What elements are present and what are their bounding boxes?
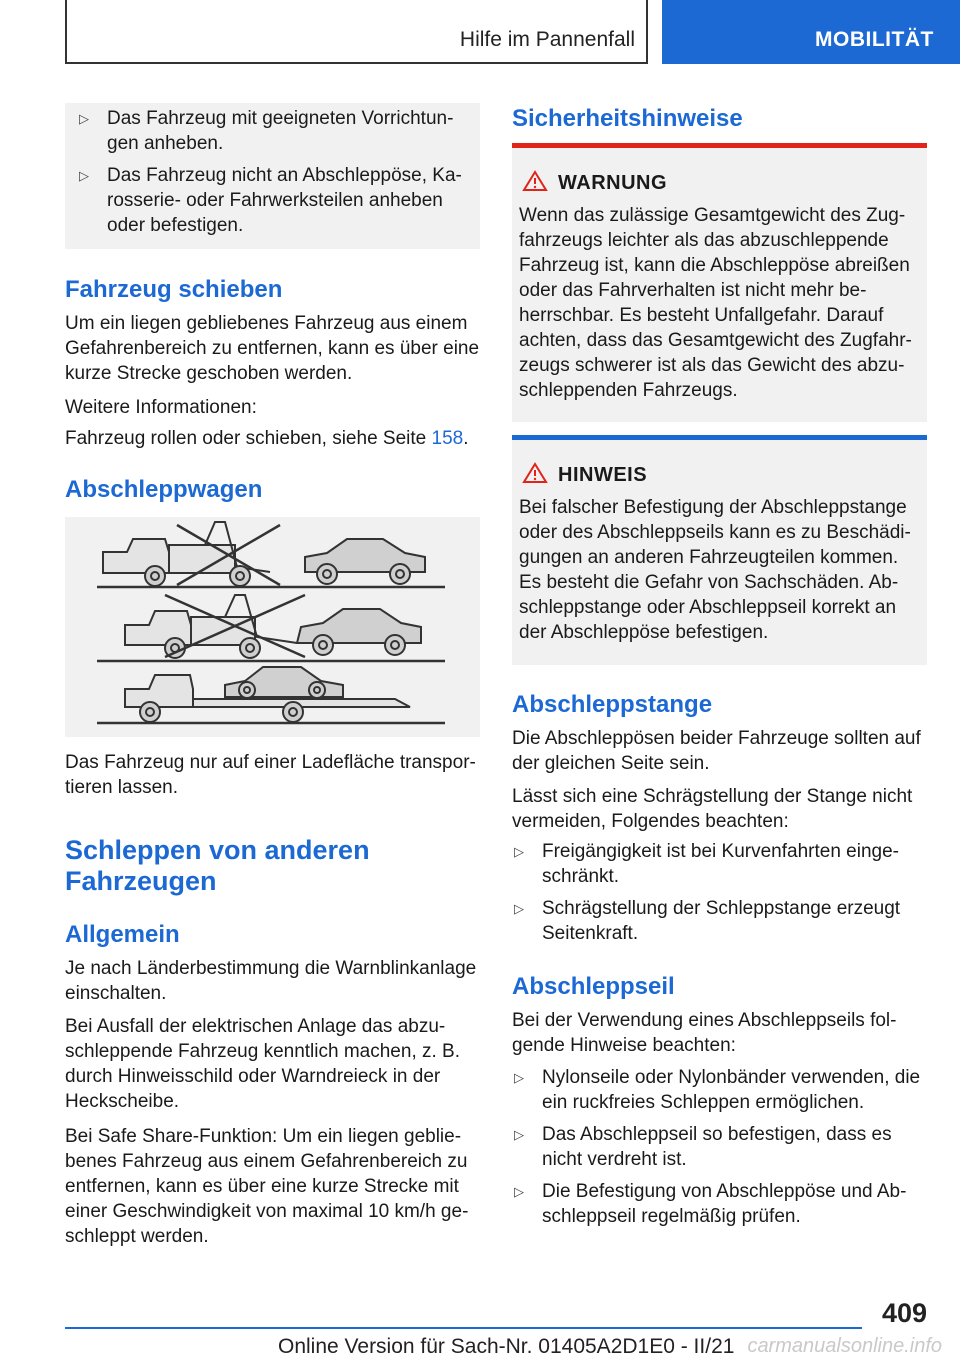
page-number: 409 (881, 1298, 927, 1328)
list-item: ▷ Das Abschleppseil so befestigen, dass es nicht verdreht ist. (514, 1124, 892, 1170)
paragraph-general-2: Bei Ausfall der elektrischen Anlage das abzu- schleppende Fahrzeug kenntlich machen, z. B. durch Hinweisschild oder Warndreieck in der Heckscheibe. (65, 1016, 461, 1112)
paragraph-push: Um ein liegen gebliebenes Fahrzeug aus einem Gefahrenbereich zu entfernen, kann es über eine kurze Strecke geschoben werden. (65, 313, 480, 384)
list-item: ▷ Das Fahrzeug nicht an Abschleppöse, Ka- rosserie- oder Fahrwerksteilen anheben oder befestigen. (79, 165, 462, 236)
notice-text: Bei falscher Befestigung der Abschleppstange oder des Abschleppseils kann es zu Beschädi- gungen an anderen Fahrzeugteilen kommen. Es besteht die Gefahr von Sachschäden. Ab- schleppstange oder Abschleppseil korrekt an der Abschleppöse befestigen. (519, 497, 911, 643)
bullet-triangle-icon: ▷ (514, 1184, 524, 1199)
list-item: ▷ Die Befestigung von Abschleppöse und Ab- schleppseil regelmäßig prüfen. (514, 1181, 907, 1227)
bullet-triangle-icon: ▷ (79, 168, 89, 183)
bullet-triangle-icon: ▷ (514, 844, 524, 859)
tow-truck-caption: Das Fahrzeug nur auf einer Ladefläche transpor- tieren lassen. (65, 752, 476, 798)
bullet-triangle-icon: ▷ (79, 111, 89, 126)
page-reference-link[interactable]: 158 (431, 428, 464, 449)
list-item: ▷ Das Fahrzeug mit geeigneten Vorrichtun- gen anheben. (79, 108, 454, 154)
heading-abschleppstange: Abschleppstange (512, 691, 713, 718)
header-section-title: Hilfe im Pannenfall (459, 28, 635, 51)
bar-bullet-list (500, 839, 930, 953)
notice-box (512, 440, 927, 665)
list-item: ▷ Schrägstellung der Schleppstange erzeugt Seitenkraft. (514, 898, 901, 944)
heading-fahrzeug-schieben: Fahrzeug schieben (65, 276, 283, 303)
paragraph-general-1: Je nach Länderbestimmung die Warnblinkanlage einschalten. (65, 958, 477, 1004)
tow-truck-illustration-svg (65, 517, 480, 737)
left-bullet-box (65, 103, 480, 249)
warning-title: WARNUNG (558, 172, 668, 194)
paragraph-more-info: Weitere Informationen: (65, 397, 257, 418)
warning-box (512, 148, 927, 422)
list-item: ▷ Nylonseile oder Nylonbänder verwenden, die ein ruckfreies Schleppen ermöglichen. (514, 1067, 921, 1113)
rope-bullet-list (500, 1065, 930, 1236)
paragraph-bar-2: Lässt sich eine Schrägstellung der Stange nicht vermeiden, Folgendes beachten: (512, 786, 913, 832)
notice-title: HINWEIS (558, 464, 648, 486)
bullet-triangle-icon: ▷ (514, 1127, 524, 1142)
paragraph-rope-1: Bei der Verwendung eines Abschleppseils fol- gende Hinweise beachten: (512, 1010, 897, 1056)
chapter-heading: Schleppen von anderen Fahrzeugen (65, 835, 370, 896)
paragraph-reference: Fahrzeug rollen oder schieben, siehe Seite 158. (65, 428, 469, 449)
heading-abschleppseil: Abschleppseil (512, 973, 675, 1000)
paragraph-bar-1: Die Abschleppösen beider Fahrzeuge sollten auf der gleichen Seite sein. (512, 728, 921, 774)
footer-version-text: Online Version für Sach-Nr. 01405A2D1E0 - II/21 (278, 1335, 735, 1358)
warning-triangle-icon (522, 170, 548, 192)
warning-text: Wenn das zulässige Gesamtgewicht des Zug- fahrzeugs leichter als das abzuschleppende Fahrzeug ist, kann die Abschleppöse abreißen oder das Fahrverhalten ist nicht mehr be- herrschbar. Es besteht Unfallgefahr. Darauf achten, dass das Gesamtgewicht des Zugfahr- zeugs schwerer ist als das Gewicht des abzu- schleppenden Fahrzeugs. (519, 205, 912, 401)
tow-truck-illustration (65, 517, 480, 737)
left-bullet-list (65, 103, 480, 238)
header-chapter-tab[interactable]: MOBILITÄT (662, 0, 960, 64)
bullet-triangle-icon: ▷ (514, 901, 524, 916)
heading-sicherheitshinweise: Sicherheitshinweise (512, 105, 743, 132)
paragraph-general-3: Bei Safe Share-Funktion: Um ein liegen geblie- benes Fahrzeug aus einem Gefahrenbereich zu entfernen, kann es über eine kurze Strecke mit einer Geschwindigkeit von maximal 10 km/h ge- schleppt werden. (65, 1126, 469, 1247)
watermark: carmanualsonline.info (747, 1335, 942, 1357)
footer-divider (65, 1327, 862, 1329)
heading-allgemein: Allgemein (65, 921, 180, 948)
bullet-triangle-icon: ▷ (514, 1070, 524, 1085)
list-item: ▷ Freigängigkeit ist bei Kurvenfahrten einge- schränkt. (514, 841, 899, 887)
notice-triangle-icon (522, 462, 548, 484)
heading-abschleppwagen: Abschleppwagen (65, 476, 263, 503)
